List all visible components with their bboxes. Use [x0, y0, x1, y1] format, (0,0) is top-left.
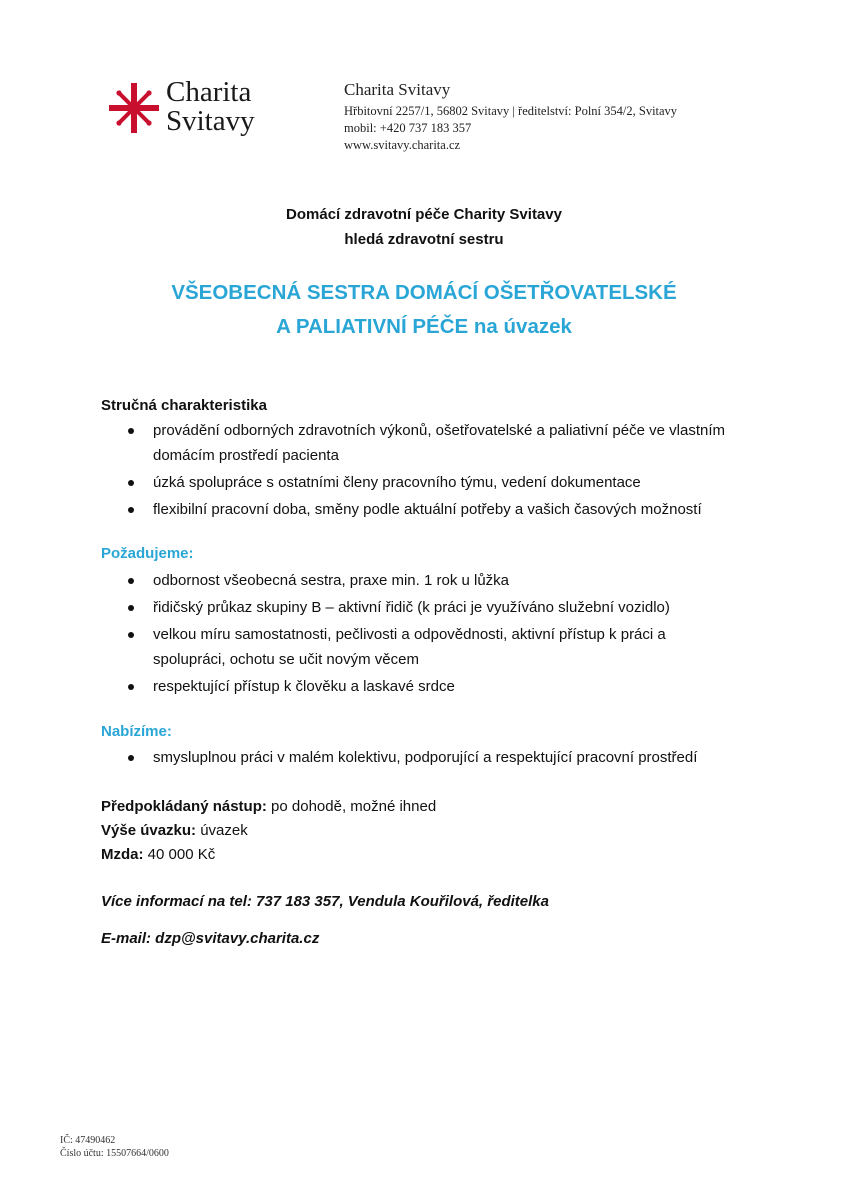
- bullet-icon: [128, 605, 134, 611]
- salary-value: 40 000 Kč: [147, 846, 216, 863]
- bullet-icon: [128, 428, 134, 434]
- letterhead-address: Hřbitovní 2257/1, 56802 Svitavy | ředitelství: Polní 354/2, Svitavy: [344, 104, 678, 118]
- list-item: provádění odborných zdravotních výkonů, ošetřovatelské a paliativní péče ve vlastním domácím prostředí pacienta: [101, 418, 741, 468]
- workload-value: úvazek: [200, 822, 248, 839]
- job-title-line1: VŠEOBECNÁ SESTRA DOMÁCÍ OŠETŘOVATELSKÉ: [171, 281, 677, 304]
- bullet-icon: [128, 684, 134, 690]
- characteristics-title: Stručná charakteristika: [101, 397, 267, 414]
- requirements-title: Požadujeme:: [101, 545, 194, 562]
- charita-cross-icon: [106, 80, 162, 136]
- intro-line1: Domácí zdravotní péče Charity Svitavy: [286, 206, 562, 223]
- requirements-list: [101, 568, 741, 701]
- list-item: velkou míru samostatnosti, pečlivosti a odpovědnosti, aktivní přístup k práci a spolupráci, ochotu se učit novým věcem: [101, 622, 741, 672]
- letterhead-org-name: Charita Svitavy: [344, 80, 451, 99]
- letterhead-web: www.svitavy.charita.cz: [344, 138, 461, 152]
- list-item: smysluplnou práci v malém kolektivu, podporující a respektující pracovní prostředí: [101, 745, 741, 770]
- logo-text-line1: Charita: [166, 76, 252, 108]
- offer-list: [101, 745, 741, 772]
- job-title: [0, 276, 848, 344]
- start-row: [101, 795, 436, 819]
- start-value: po dohodě, možné ihned: [271, 798, 437, 815]
- letterhead-phone: mobil: +420 737 183 357: [344, 121, 472, 135]
- salary-label: Mzda:: [101, 846, 144, 863]
- bullet-icon: [128, 480, 134, 486]
- charita-logo: [106, 78, 276, 144]
- job-title-line2: A PALIATIVNÍ PÉČE na úvazek: [276, 315, 572, 338]
- salary-row: [101, 843, 436, 867]
- list-item: flexibilní pracovní doba, směny podle aktuální potřeby a vašich časových možností: [101, 497, 741, 522]
- contact-phone: Více informací na tel: 737 183 357, Vendula Kouřilová, ředitelka: [101, 893, 549, 910]
- job-facts: [101, 795, 436, 867]
- start-label: Předpokládaný nástup:: [101, 798, 267, 815]
- contact-email[interactable]: E-mail: dzp@svitavy.charita.cz: [101, 930, 320, 947]
- bullet-icon: [128, 755, 134, 761]
- list-item: úzká spolupráce s ostatními členy pracovního týmu, vedení dokumentace: [101, 470, 741, 495]
- list-item: respektující přístup k člověku a laskavé srdce: [101, 674, 741, 699]
- logo-text-line2: Svitavy: [166, 105, 255, 137]
- workload-label: Výše úvazku:: [101, 822, 197, 839]
- characteristics-list: [101, 418, 741, 524]
- list-item: odbornost všeobecná sestra, praxe min. 1 rok u lůžka: [101, 568, 741, 593]
- footer-ic: IČ: 47490462: [60, 1135, 116, 1146]
- intro-line2: hledá zdravotní sestru: [344, 231, 504, 248]
- offer-title: Nabízíme:: [101, 723, 172, 740]
- bullet-icon: [128, 507, 134, 513]
- footer-account: Číslo účtu: 15507664/0600: [60, 1148, 169, 1159]
- workload-row: [101, 819, 436, 843]
- bullet-icon: [128, 632, 134, 638]
- bullet-icon: [128, 578, 134, 584]
- footer: [60, 1134, 169, 1160]
- logo-wordmark: [166, 78, 255, 136]
- letterhead-info: [344, 80, 677, 154]
- list-item: řidičský průkaz skupiny B – aktivní řidič (k práci je využíváno služební vozidlo): [101, 595, 741, 620]
- intro: [0, 202, 848, 252]
